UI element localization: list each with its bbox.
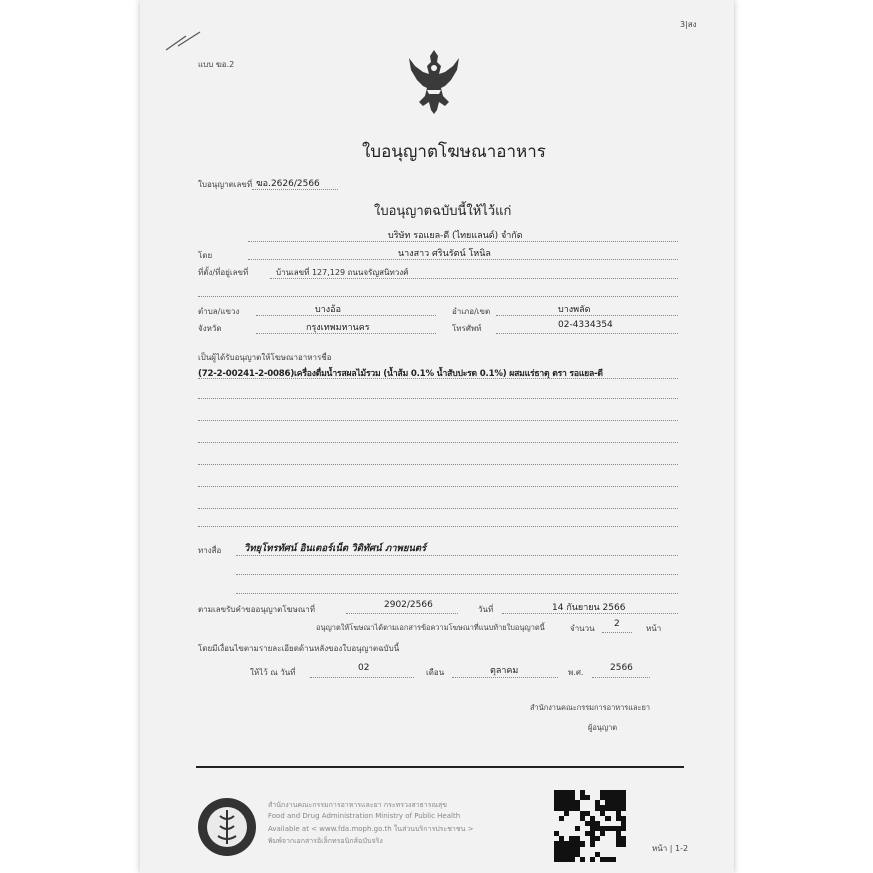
phone: 02-4334354	[558, 320, 613, 330]
district-label: อำเภอ/เขต	[452, 307, 491, 316]
phone-label: โทรศัพท์	[452, 324, 482, 333]
address-label: ที่ตั้ง/ที่อยู่เลขที่	[198, 268, 249, 277]
district: บางพลัด	[558, 305, 591, 315]
province: กรุงเทพมหานคร	[306, 323, 370, 333]
licensor-label: ผู้อนุญาต	[588, 723, 618, 732]
issued-to-heading: ใบอนุญาตฉบับนี้ให้ไว้แก่	[374, 204, 512, 219]
footer-line-4: พิมพ์จากเอกสารอิเล็กทรอนิกส์ฉบับจริง	[268, 837, 383, 845]
pen-mark-icon	[164, 30, 204, 52]
page-number: หน้า | 1-2	[652, 844, 689, 853]
qr-code-icon	[554, 790, 626, 862]
request-date-label: วันที่	[478, 605, 494, 614]
media-list: วิทยุโทรทัศน์ อินเตอร์เน็ต วิดิทัศน์ ภาพยนตร์	[244, 543, 427, 554]
media-label: ทางสื่อ	[198, 546, 222, 555]
page-count: 2	[614, 619, 620, 629]
form-code: แบบ ฆอ.2	[198, 60, 235, 69]
month-label: เดือน	[426, 668, 445, 677]
by-label: โดย	[198, 251, 213, 260]
footer-line-1: สำนักงานคณะกรรมการอาหารและยา กระทรวงสาธารณสุข	[268, 801, 448, 809]
footer-line-2: Food and Drug Administration Ministry of Public Health	[268, 812, 461, 820]
page-count-unit: หน้า	[646, 624, 662, 633]
given-month: ตุลาคม	[490, 666, 519, 676]
fda-seal-icon	[196, 796, 258, 858]
permit-no: ฆอ.2626/2566	[256, 179, 320, 189]
approved-text: อนุญาตให้โฆษณาได้ตามเอกสารข้อความโฆษณาที่แนบท้ายใบอนุญาตนี้	[316, 623, 545, 632]
company-name: บริษัท รอแยล-ดี (ไทยแลนด์) จำกัด	[388, 231, 523, 241]
agency-name: สำนักงานคณะกรรมการอาหารและยา	[530, 703, 650, 712]
province-label: จังหวัด	[198, 324, 222, 333]
product-label: เป็นผู้ได้รับอนุญาตให้โฆษณาอาหารชื่อ	[198, 353, 332, 362]
request-date: 14 กันยายน 2566	[552, 603, 626, 613]
document-title: ใบอนุญาตโฆษณาอาหาร	[362, 142, 546, 162]
given-year: 2566	[610, 663, 633, 673]
subdistrict: บางอ้อ	[315, 305, 341, 315]
permit-no-label: ใบอนุญาตเลขที่	[198, 180, 253, 189]
year-label: พ.ศ.	[568, 668, 584, 677]
request-no: 2902/2566	[384, 600, 433, 610]
page-corner-mark: 3|สง	[680, 20, 697, 29]
by-person: นางสาว ศรินรัตน์ โหนิล	[398, 249, 491, 259]
given-on-label: ให้ไว้ ณ วันที่	[250, 668, 296, 677]
garuda-emblem-icon	[403, 44, 465, 118]
product-name: (72-2-00241-2-0086)เครื่องดื่มน้ำรสผลไม้รวม (น้ำส้ม 0.1% น้ำสับปะรด 0.1%) ผสมแร่ธาตุ ตรา รอแยล-ดี	[198, 369, 603, 379]
address: บ้านเลขที่ 127,129 ถนนจรัญสนิทวงศ์	[276, 268, 409, 277]
request-label: ตามเลขรับคำขออนุญาตโฆษณาที่	[198, 605, 316, 614]
document-page	[140, 0, 734, 873]
footer-line-3: Available at < www.fda.moph.go.th ในส่วนบริการประชาชน >	[268, 825, 474, 833]
given-day: 02	[358, 663, 370, 673]
page-count-label: จำนวน	[570, 624, 595, 633]
subdistrict-label: ตำบล/แขวง	[198, 307, 240, 316]
conditions-text: โดยมีเงื่อนไขตามรายละเอียดด้านหลังของใบอนุญาตฉบับนี้	[198, 644, 400, 653]
